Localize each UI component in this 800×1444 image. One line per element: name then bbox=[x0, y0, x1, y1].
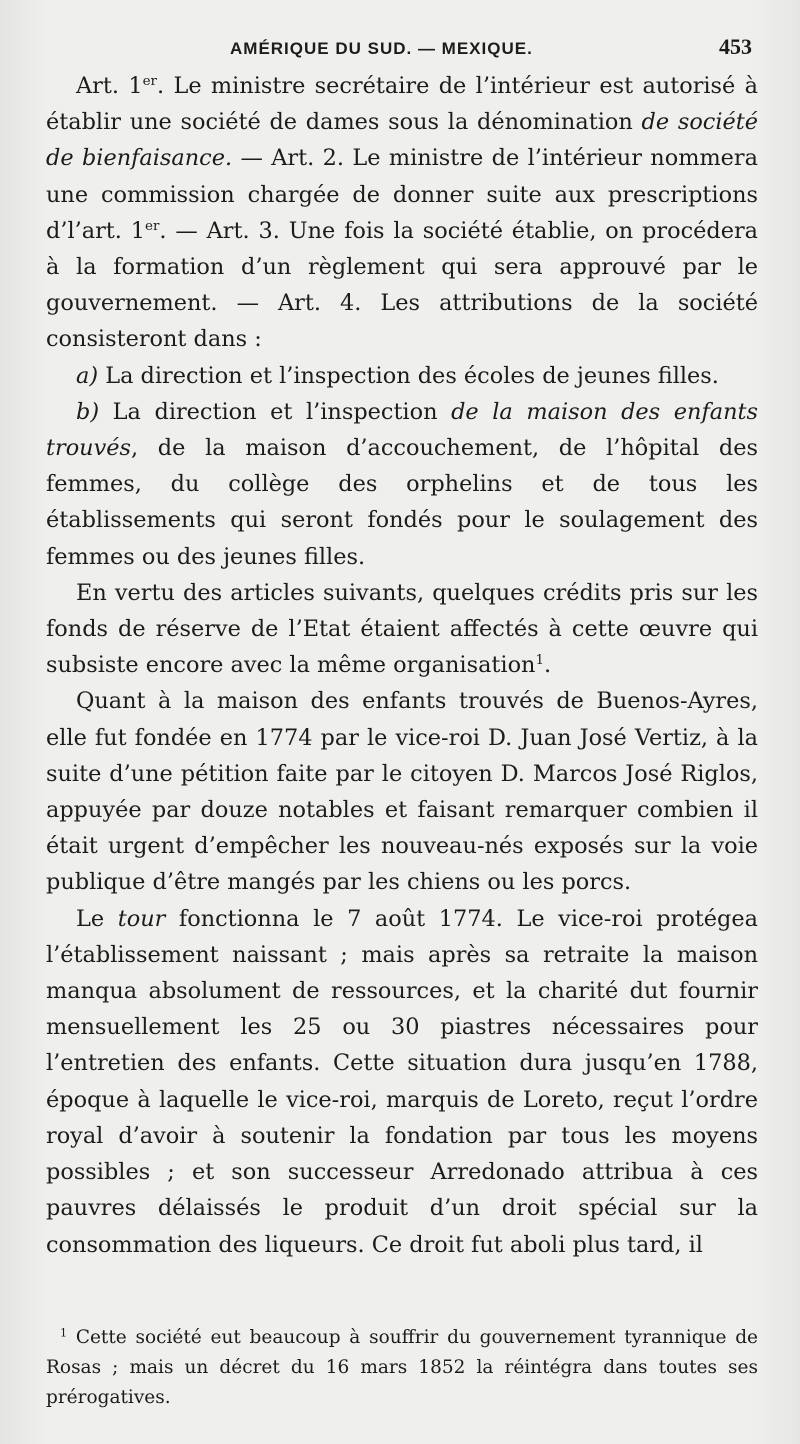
paragraph-tour: Le tour fonctionna le 7 août 1774. Le vice-roi protégea l’établissement naissant ; mais après sa retraite la maison manqua absolument de ressources, et la charité dut fournir mensuellement les 25 ou 30 piastres nécessaires pour l’entretien des enfants. Cette situation dura jusqu’en 1788, époque à laquelle le vice-roi, marquis de Loreto, reçut l’ordre royal d’avoir à soutenir la fondation par tous les moyens possibles ; et son successeur Arredonado attribua à ces pauvres délaissés le produit d’un droit spécial sur la consommation des liqueurs. Ce droit fut aboli plus tard, il bbox=[46, 905, 758, 1258]
footnote-ref: 1 bbox=[535, 653, 545, 669]
footnote-mark: 1 bbox=[60, 1326, 68, 1340]
footnotes bbox=[46, 1323, 758, 1413]
footnote: $^1$ Cette société eut beaucoup à souffrir du gouvernement tyrannique de Rosas ; mais un décret du 16 mars 1852 la réintégra dans toutes ses prérogatives. bbox=[46, 1326, 758, 1408]
paragraph-credits: En vertu des articles suivants, quelques crédits pris sur les fonds de réserve de l’Etat étaient affectés à cette œuvre qui subsiste encore avec la même organisation$^1$. bbox=[46, 579, 758, 679]
list-item-b: b) La direction et l’inspection de la maison des enfants trouvés, de la maison d’accouchement, de l’hôpital des femmes, du collège des orphelins et de tous les établissements qui seront fondés pour le soulagement des femmes ou des jeunes filles. bbox=[46, 398, 758, 570]
running-title: AMÉRIQUE DU SUD. — MEXIQUE. bbox=[230, 39, 533, 58]
running-header bbox=[46, 34, 758, 60]
page-body bbox=[46, 68, 758, 1263]
page-number: 453 bbox=[719, 34, 752, 59]
paragraph-foundation: Quant à la maison des enfants trouvés de Buenos-Ayres, elle fut fondée en 1774 par le vice-roi D. Juan José Vertiz, à la suite d’une pétition faite par le citoyen D. Marcos José Riglos, appuyée par douze notables et faisant remarquer combien il était urgent d’empêcher les nouveau-nés exposés sur la voie publique d’être mangés par les chiens ou les porcs. bbox=[46, 688, 758, 896]
paragraph-articles: Art. 1er. Le ministre secrétaire de l’intérieur est autorisé à établir une société de dames sous la dénomination de société de bienfaisance. — Art. 2. Le ministre de l’intérieur nommera une commission chargée de donner suite aux prescriptions d’l’art. 1er. — Art. 3. Une fois la société établie, on procédera à la formation d’un règlement qui sera approuvé par le gouvernement. — Art. 4. Les attributions de la société consisteront dans : bbox=[46, 73, 759, 353]
list-item-a: a) La direction et l’inspection des écoles de jeunes filles. bbox=[76, 362, 719, 389]
